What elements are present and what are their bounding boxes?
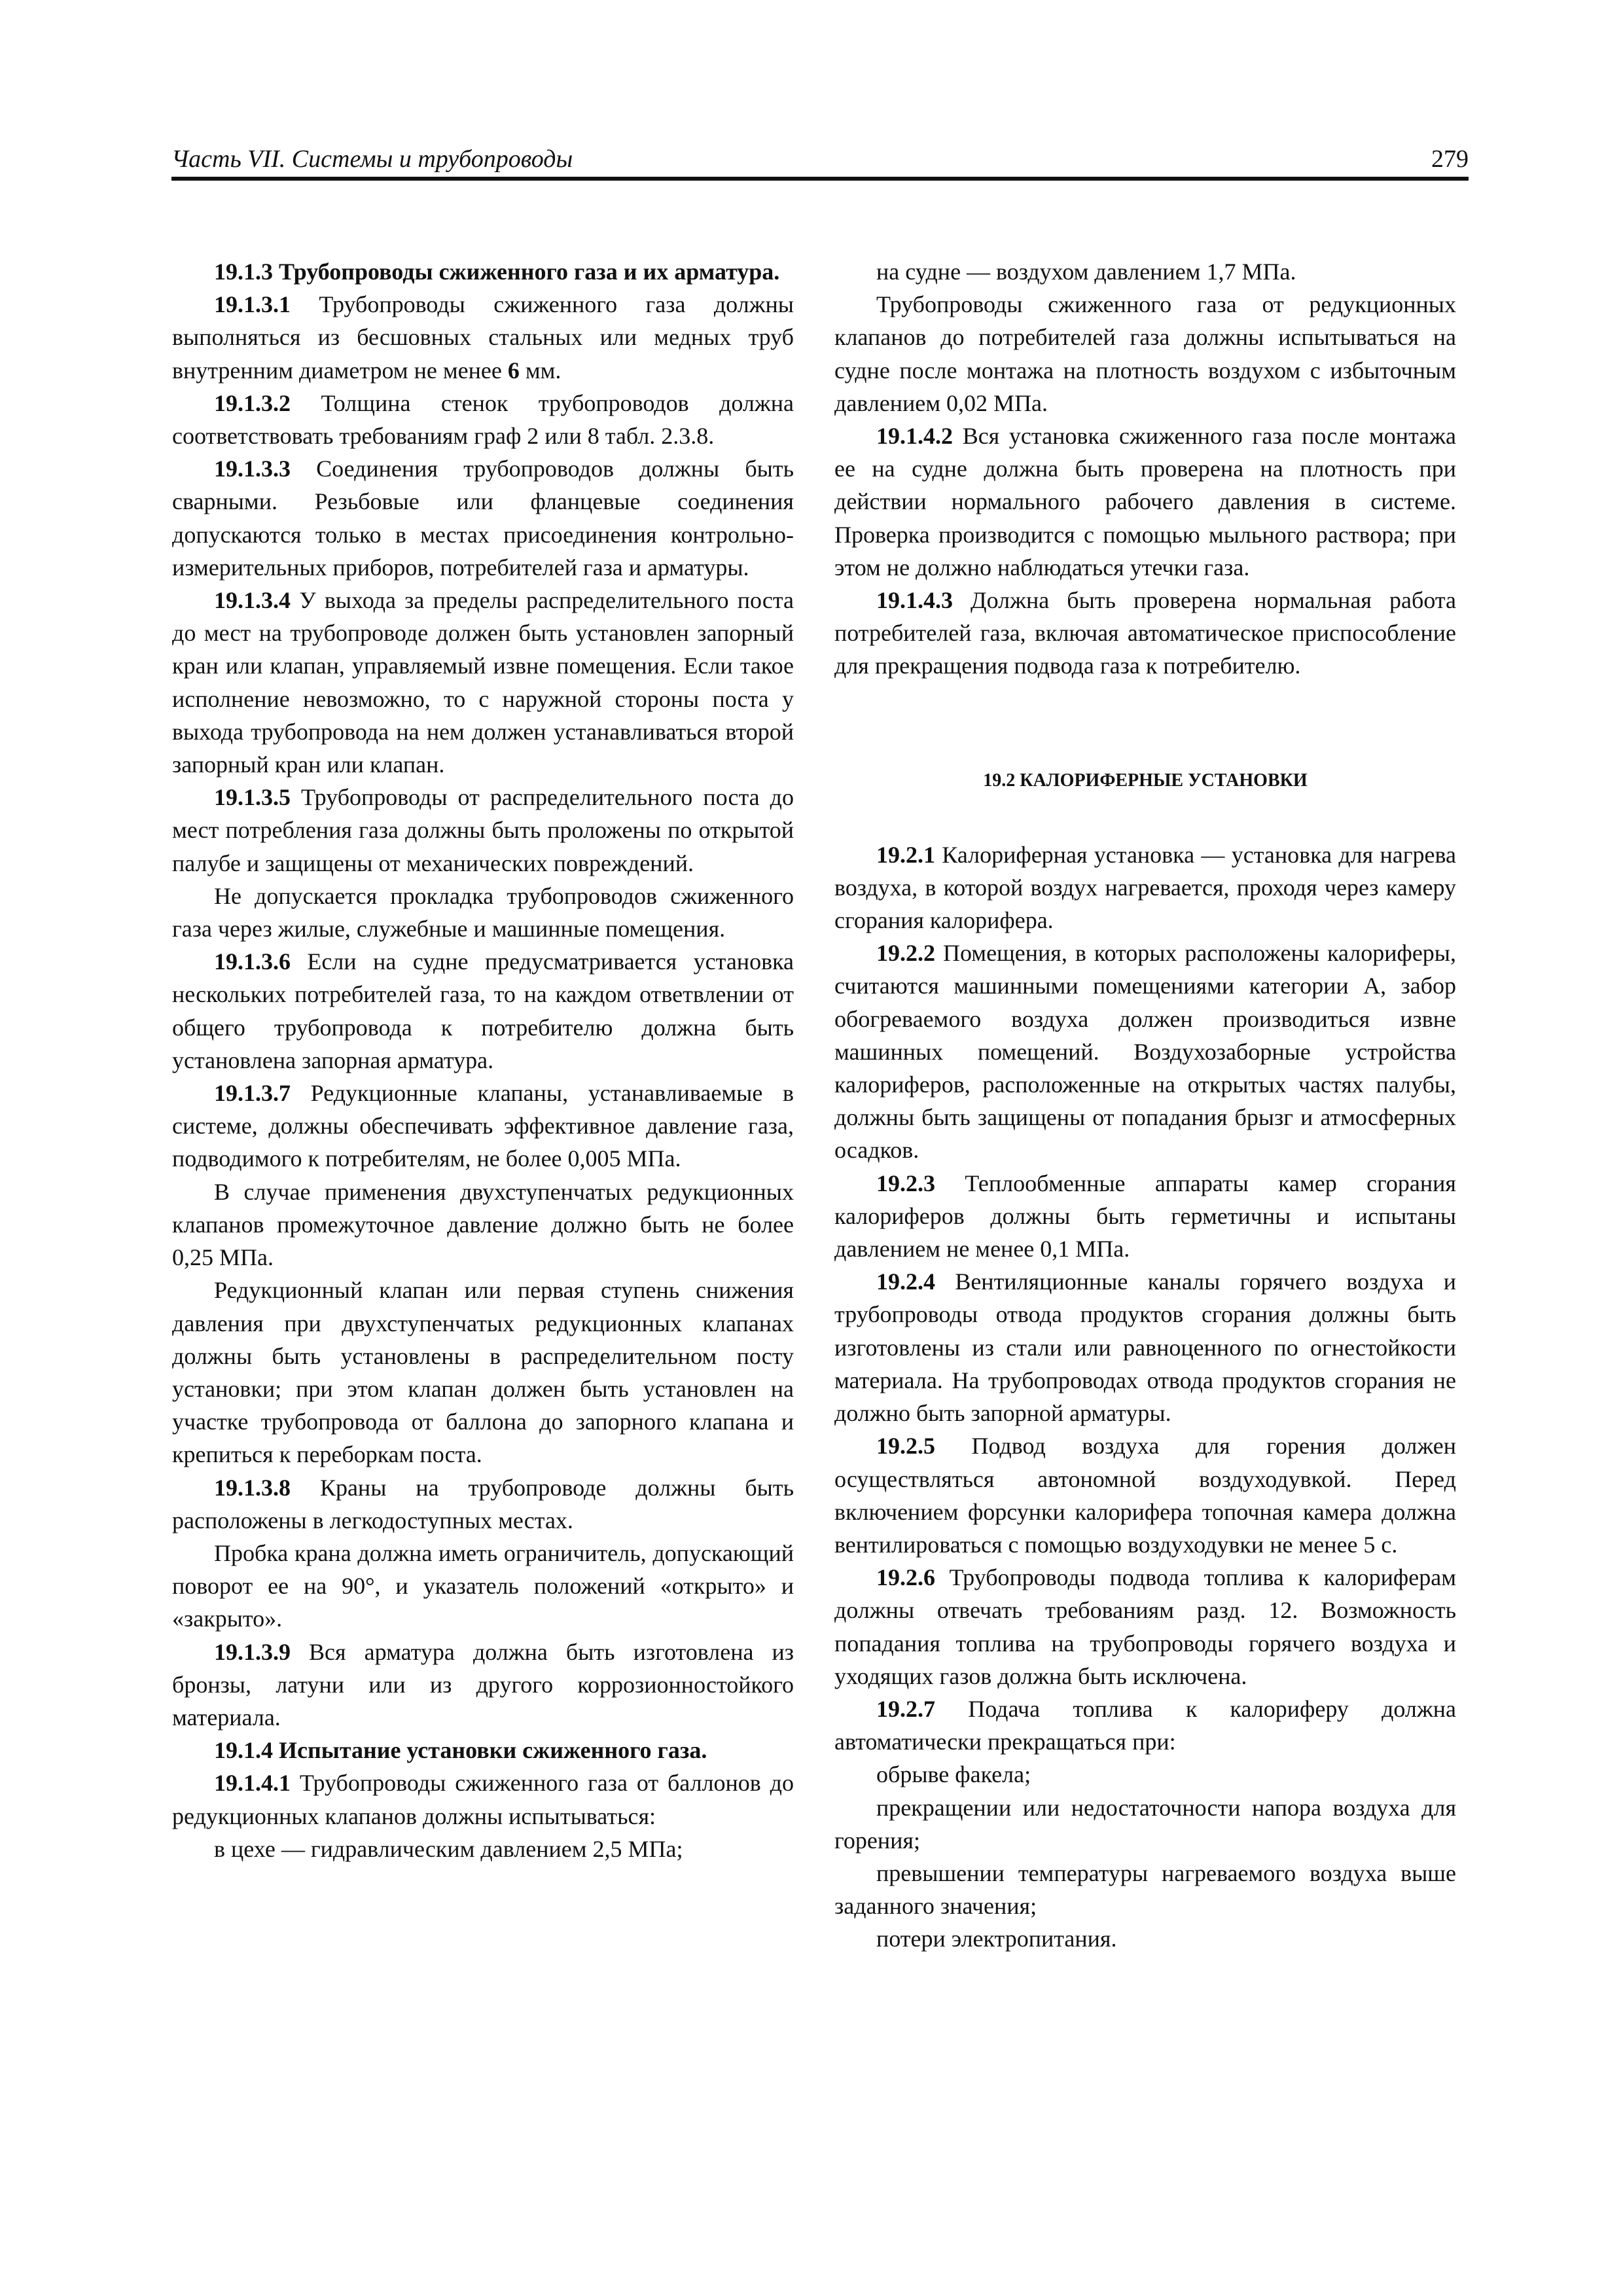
paragraph [172,584,794,781]
paragraph [172,945,794,1077]
paragraph-text: в цехе — гидравлическим давлением 2,5 МПа; [214,1835,683,1862]
clause-number: 19.1.3.8 [214,1474,291,1501]
paragraph [172,255,794,288]
paragraph-text: Соединения трубопроводов должны быть сварными. Резьбовые или фланцевые соединения допускаются только в местах присоединения контрольно-измерительных приборов, потребителей газа и арматуры. [172,456,794,581]
clause-number: 19.1.3.7 [214,1080,291,1107]
paragraph [834,1693,1456,1758]
paragraph [172,1077,794,1175]
clause-number: 19.2.4 [876,1268,935,1295]
paragraph-text: Калориферная установка — установка для нагрева воздуха, в которой воздух нагревается, проходя через камеру сгорания калорифера. [834,841,1456,934]
paragraph-text: Редукционный клапан или первая ступень снижения давления при двухступенчатых редукционных клапанах должны быть установлены в распределительном посту установки; при этом клапан должен быть установлен на участке трубопровода от баллона до запорного клапана и крепиться к переборкам поста. [172,1277,794,1468]
paragraph [834,937,1456,1166]
paragraph-text: Пробка крана должна иметь ограничитель, допускающий поворот ее на 90°, и указатель положений «открыто» и «закрыто». [172,1539,794,1632]
paragraph-text: Редукционные клапаны, устанавливаемые в системе, должны обеспечивать эффективное давление газа, подводимого к потребителям, не более 0,005 МПа. [172,1080,794,1172]
clause-number: 19.1.3.1 [214,291,291,318]
paragraph [172,288,794,387]
paragraph-text: обрыве факела; [876,1761,1031,1788]
clause-number: 19.2.6 [876,1564,935,1591]
paragraph-text: превышении температуры нагреваемого воздуха выше заданного значения; [834,1859,1456,1920]
paragraph [172,1767,794,1832]
paragraph-text: Трубопроводы подвода топлива к калориферам должны отвечать требованиям разд. 12. Возможность попадания топлива на трубопроводы горячего воздуха и уходящих газов должна быть исключена. [834,1564,1456,1689]
paragraph-text: Должна быть проверена нормальная работа потребителей газа, включая автоматическое приспособление для прекращения подвода газа к потребителю. [834,587,1456,679]
clause-number: 19.1.3.2 [214,389,291,416]
paragraph-text: прекращении или недостаточности напора воздуха для горения; [834,1794,1456,1854]
right-column [834,255,1456,1956]
bold-value: 6 [507,357,520,384]
paragraph [172,1833,794,1865]
paragraph [834,1265,1456,1429]
right-column-bottom [834,838,1456,1956]
paragraph [172,1734,794,1767]
paragraph-text: Вентиляционные каналы горячего воздуха и трубопроводы отвода продуктов сгорания должны быть изготовлены из стали или равноценного по огнестойкости материала. На трубопроводах отвода продуктов сгорания не должно быть запорной арматуры. [834,1268,1456,1427]
clause-number: 19.1.3 [214,259,273,285]
paragraph [172,1636,794,1734]
left-column [172,255,794,1865]
paragraph [172,387,794,452]
clause-heading: Испытание установки сжиженного газа. [273,1737,707,1764]
paragraph [834,420,1456,584]
paragraph [834,1857,1456,1922]
clause-number: 19.2.1 [876,841,935,868]
paragraph [834,1429,1456,1561]
paragraph-text: Толщина стенок трубопроводов должна соответствовать требованиям граф 2 или 8 табл. 2.3.8. [172,389,794,450]
paragraph-text: на судне — воздухом давлением 1,7 МПа. [876,259,1296,285]
paragraph-text: Теплообменные аппараты камер сгорания калориферов должны быть герметичны и испытаны давлением не менее 0,1 МПа. [834,1170,1456,1263]
paragraph-text: Если на судне предусматривается установка нескольких потребителей газа, то на каждом ответвлении от общего трубопровода к потребителю должна быть установлена запорная арматура. [172,948,794,1073]
header-title: Часть VII. Системы и трубопроводы [171,145,573,173]
clause-number: 19.1.3.3 [214,456,291,482]
paragraph [834,838,1456,937]
clause-number: 19.1.4.1 [214,1770,291,1797]
paragraph [834,255,1456,288]
paragraph [834,584,1456,683]
clause-number: 19.1.4.2 [876,423,953,450]
clause-number: 19.1.3.5 [214,784,291,811]
paragraph [834,1791,1456,1857]
paragraph [834,1167,1456,1266]
paragraph [834,1561,1456,1693]
paragraph-text: Подача топлива к калориферу должна автоматически прекращаться при: [834,1695,1456,1755]
paragraph-text: В случае применения двухступенчатых редукционных клапанов промежуточное давление должно быть не более 0,25 МПа. [172,1178,794,1271]
paragraph-text: Помещения, в которых расположены калориферы, считаются машинными помещениями категории А, забор обогреваемого воздуха должен производиться извне машинных помещений. Воздухозаборные устройства калориферов, расположенные на открытых частях палубы, должны быть защищены от попадания брызг и атмосферных осадков. [834,940,1456,1164]
paragraph [172,1175,794,1274]
paragraph [172,1471,794,1537]
clause-heading: Трубопроводы сжиженного газа и их арматура. [273,259,780,285]
paragraph [172,880,794,945]
clause-number: 19.1.3.9 [214,1638,291,1665]
clause-number: 19.1.3.6 [214,948,291,975]
paragraph [172,1274,794,1471]
paragraph-text: Трубопроводы сжиженного газа от редукционных клапанов до потребителей газа должны испытываться на судне после монтажа на плотность воздухом с избыточным давлением 0,02 МПа. [834,291,1456,416]
paragraph [172,452,794,584]
running-header [171,143,1469,181]
paragraph [834,1758,1456,1791]
clause-number: 19.2.2 [876,940,935,967]
page-number: 279 [1431,145,1469,173]
paragraph [834,288,1456,420]
paragraph-text: Трубопроводы от распределительного поста до мест потребления газа должны быть проложены по открытой палубе и защищены от механических повреждений. [172,784,794,876]
paragraph [172,1537,794,1636]
paragraph-text: Подвод воздуха для горения должен осуществляться автономной воздуходувкой. Перед включением форсунки калорифера топочная камера должна вентилироваться с помощью воздуходувки не менее 5 с. [834,1433,1456,1558]
paragraph-text: У выхода за пределы распределительного поста до мест на трубопроводе должен быть установлен запорный кран или клапан, управляемый извне помещения. Если такое исполнение невозможно, то с наружной стороны поста у выхода трубопровода на нем должен устанавливаться второй запорный кран или клапан. [172,587,794,778]
clause-number: 19.2.3 [876,1170,935,1196]
paragraph-text: Не допускается прокладка трубопроводов сжиженного газа через жилые, служебные и машинные помещения. [172,882,794,942]
clause-number: 19.1.4.3 [876,587,953,614]
clause-number: 19.2.7 [876,1695,935,1722]
paragraph [834,1922,1456,1955]
right-column-top [834,255,1456,683]
paragraph-text: Краны на трубопроводе должны быть расположены в легкодоступных местах. [172,1474,794,1534]
clause-number: 19.1.4 [214,1737,273,1764]
paragraph-text: потери электропитания. [876,1926,1117,1952]
clause-number: 19.1.3.4 [214,587,291,614]
paragraph-text: мм. [519,357,562,384]
paragraph-text: Трубопроводы сжиженного газа должны выполняться из бесшовных стальных или медных труб внутренним диаметром не менее [172,291,794,384]
paragraph-text: Вся установка сжиженного газа после монтажа ее на судне должна быть проверена на плотность при действии нормального рабочего давления в системе. Проверка производится с помощью мыльного раствора; при этом не должно наблюдаться утечки газа. [834,423,1456,581]
paragraph-text: Трубопроводы сжиженного газа от баллонов до редукционных клапанов должны испытываться: [172,1770,794,1829]
paragraph-text: Вся арматура должна быть изготовлена из бронзы, латуни или из другого коррозионностойкого материала. [172,1638,794,1731]
clause-number: 19.2.5 [876,1433,935,1460]
paragraph [172,781,794,880]
section-title: 19.2 КАЛОРИФЕРНЫЕ УСТАНОВКИ [983,770,1308,791]
